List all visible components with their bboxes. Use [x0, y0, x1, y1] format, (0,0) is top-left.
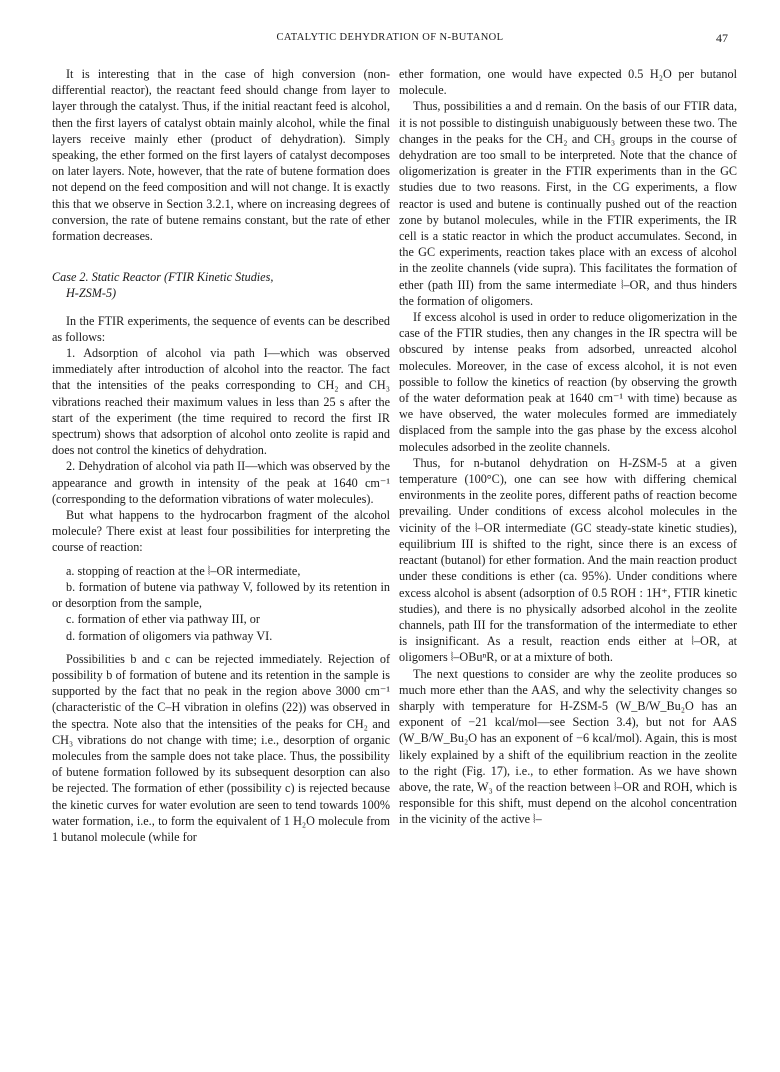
paragraph: ether formation, one would have expected 0.5 H₂O per butanol molecule.: [399, 67, 737, 98]
right-column: [399, 66, 737, 828]
paragraph: The next questions to consider are why the zeolite produces so much more ether than the AAS, and why the selectivity changes so sharply with temperature for H-ZSM-5 (W_B/W_Bu₂O has an exponent of −21 kcal/mol—see Section 3.4), but not for AAS (W_B/W_Bu₂O has an exponent of −6 kcal/mol). Again, this is most likely explained by a shift of the equilibrium reaction in the zeolite to the right (Fig. 17), i.e., to ether formation. As we have shown above, the rate, W₃ of the reaction between ⦚–OR and ROH, which is responsible for this shift, must depend on the alcohol concentration in the vicinity of the active ⦚–: [399, 666, 737, 827]
list-item: c. formation of ether via pathway III, or: [66, 612, 260, 627]
section-heading-line: H-ZSM-5): [66, 286, 117, 301]
possibilities-list: [52, 563, 390, 644]
paragraph: 2. Dehydration of alcohol via path II—which was observed by the appearance and growth in intensity of the peak at 1640 cm⁻¹ (corresponding to the deformation vibrations of water molecules).: [52, 459, 390, 506]
running-title: CATALYTIC DEHYDRATION OF N-BUTANOL: [276, 32, 504, 43]
paragraph: It is interesting that in the case of high conversion (non-differential reactor), the reactant feed should change from layer to layer through the catalyst. Thus, if the initial reactant feed is alcohol, then the first layers of catalyst obtain mainly alcohol, while the final layers receive mainly ether (product of dehydration). Simply speaking, the ether formed on the first layers of catalyst decomposes on later layers. Note, however, that the rate of butene formation does not depend on the feed composition and will not change. It is exactly this that we observe in Section 3.2.1, where on increasing degrees of conversion, the rate of butene remains constant, but the rate of ether formation decreases.: [52, 67, 390, 244]
page-number: 47: [716, 31, 728, 45]
list-item: a. stopping of reaction at the ⦚–OR intermediate,: [66, 563, 301, 578]
paragraph: Thus, for n-butanol dehydration on H-ZSM-5 at a given temperature (100°C), one can see how with differing chemical environments in the zeolite pores, different paths of reaction become prevailing. Under conditions of excess alcohol molecules in the vicinity of the ⦚–OR intermediate (GC steady-state kinetic studies), equilibrium III is shifted to the right, since there is an excess of reactant (butanol) for ether formation. And the main reaction product under these conditions is ether (ca. 95%). Under conditions where excess alcohol is absent (adsorption of 0.5 ROH : 1H⁺, FTIR kinetic studies), and there is no physically adsorbed alcohol in the zeolite channels, path III for the transformation of the intermediate to ether is insignificant. As a result, reaction ends either at ⦚–OR, at oligomers ⦚–OBuⁿR, or at a mixture of both.: [399, 455, 737, 665]
paragraph: Thus, possibilities a and d remain. On the basis of our FTIR data, it is not possible to distinguish unabiguously between these two. The changes in the peaks for the CH₂ and CH₃ groups in the course of dehydration are too small to be interpreted. Note that the chance of oligomerization is greater in the FTIR experiments than in the GC studies due to two reasons. First, in the CG experiments, a flow reactor is used and butene is continually pushed out of the reaction zone by butanol molecules, while in the FTIR experiments, the IR cell is a static reactor in which the product accumulates. Second, in the GC experiments, reaction takes place with an excess of alcohol in the zeolite channels (vide supra). This facilitates the formation of ether (path III) from the same intermediate ⦚–OR, and thus hinders the formation of oligomers.: [399, 99, 737, 308]
section-heading: [52, 269, 390, 301]
left-column: [52, 66, 390, 845]
paragraph: But what happens to the hydrocarbon fragment of the alcohol molecule? There exist at least four possibilities for interpreting the course of reaction:: [52, 508, 390, 555]
list-item: b. formation of butene via pathway V, followed by its retention in or desorption from the sample,: [52, 579, 390, 611]
paragraph: If excess alcohol is used in order to reduce oligomerization in the case of the FTIR studies, then any changes in the IR spectra will be obscured by intense peaks from adsorbed, unreacted alcohol molecules. Moreover, in the case of excess alcohol, it is not even possible to follow the kinetics of reaction (by observing the growth of the water deformation peak at 1640 cm⁻¹ with time) because as we have observed, the water molecules formed are immediately displaced from the sample into the gas phase by the excess alcohol molecules adsorbed in the zeolite channels.: [399, 310, 737, 454]
page-header: [0, 32, 780, 48]
paragraph: In the FTIR experiments, the sequence of events can be described as follows:: [52, 313, 390, 344]
paragraph: Possibilities b and c can be rejected immediately. Rejection of possibility b of formation of butene and its retention in the sample is supported by the fact that no peak in the region above 3000 cm⁻¹ (characteristic of the C–H vibration in olefins (22)) was observed in the spectra. Note also that the intensities of the peaks for CH₂ and CH₃ vibrations do not change with time; i.e., desorption of organic molecules from the sample does not take place. Thus, the possibility of butene formation followed by its subsequent desorption can also be rejected. The formation of ether (possibility c) is rejected because the kinetic curves for water evolution are seen to tend towards 100% water formation, i.e., to form the equivalent of 1 H₂O molecule from 1 butanol molecule (while for: [52, 651, 390, 844]
section-heading-line: Case 2. Static Reactor (FTIR Kinetic Studies,: [52, 270, 274, 285]
list-item: d. formation of oligomers via pathway VI.: [66, 628, 273, 643]
paragraph: 1. Adsorption of alcohol via path I—which was observed immediately after introduction of alcohol into the reactor. The fact that the intensities of the peaks corresponding to CH₂ and CH₃ vibrations reached their maximum values in less than 25 s after the start of the experiment (the time required to record the first IR spectrum) shows that adsorption of alcohol onto zeolite is rapid and does not control the kinetics of dehydration.: [52, 346, 390, 458]
